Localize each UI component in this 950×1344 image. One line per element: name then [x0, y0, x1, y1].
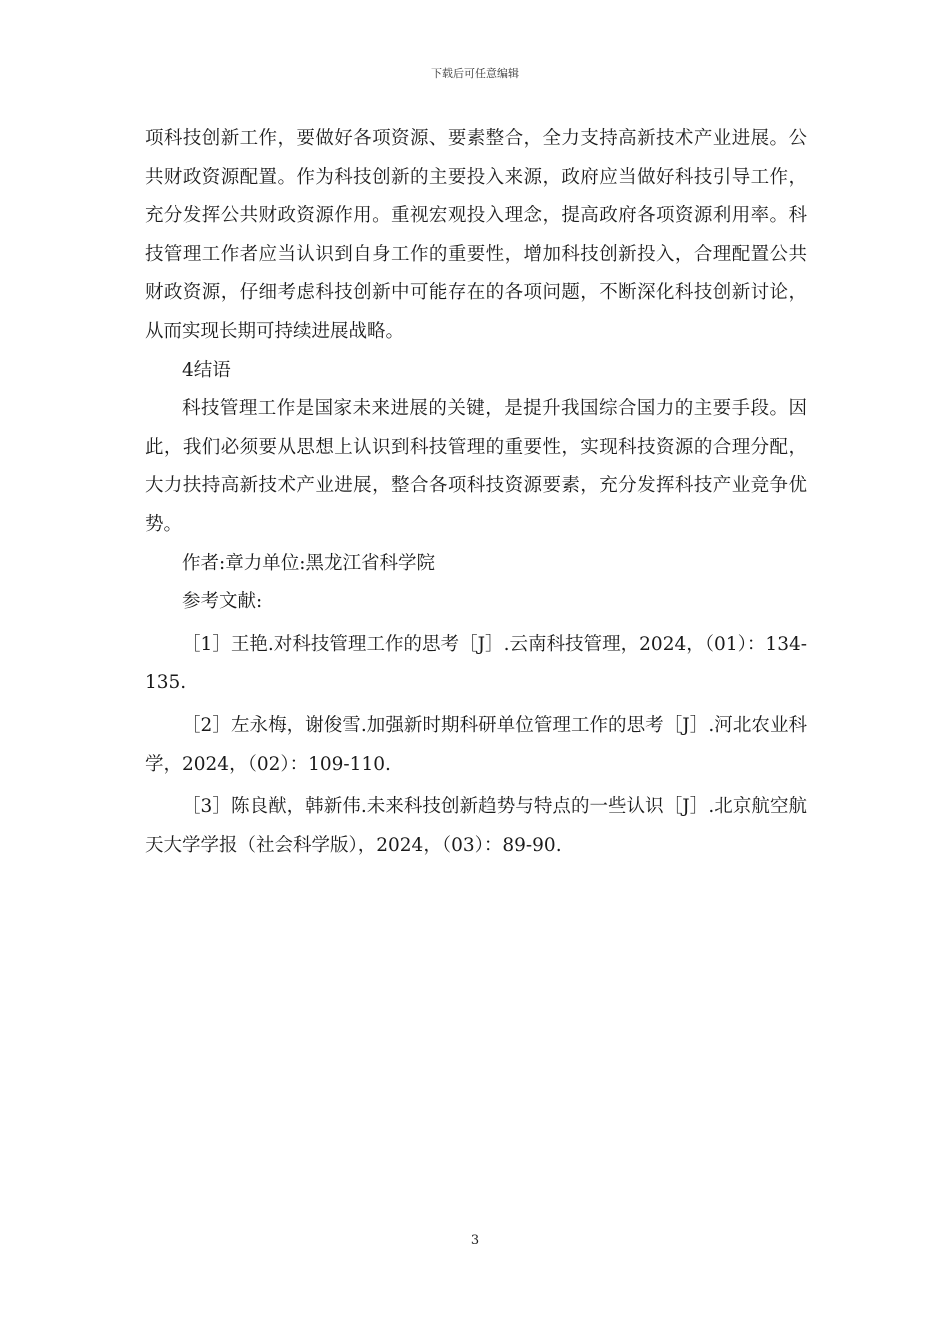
section-heading: 4结语	[182, 359, 231, 381]
page-header: 下载后可任意编辑	[431, 67, 519, 80]
references-heading: 参考文献:	[182, 591, 263, 613]
reference-item: ［2］左永梅，谢俊雪.加强新时期科研单位管理工作的思考［J］.河北农业科学，2024，（02）：109-110.	[145, 714, 807, 775]
reference-item: ［1］王艳.对科技管理工作的思考［J］.云南科技管理，2024，（01）：134-135.	[145, 633, 807, 694]
conclusion-paragraph: 科技管理工作是国家未来进展的关键，是提升我国综合国力的主要手段。因此，我们必须要从思想上认识到科技管理的重要性，实现科技资源的合理分配，大力扶持高新技术产业进展，整合各项科技资源要素，充分发挥科技产业竞争优势。	[145, 398, 807, 535]
author-line: 作者:章力单位:黑龙江省科学院	[182, 552, 435, 574]
reference-item: ［3］陈良猷，韩新伟.未来科技创新趋势与特点的一些认识［J］.北京航空航天大学学报（社会科学版），2024，（03）：89-90.	[145, 796, 807, 856]
document-body	[145, 120, 807, 865]
paragraph-continued: 项科技创新工作，要做好各项资源、要素整合，全力支持高新技术产业进展。公共财政资源配置。作为科技创新的主要投入来源，政府应当做好科技引导工作，充分发挥公共财政资源作用。重视宏观投入理念，提高政府各项资源利用率。科技管理工作者应当认识到自身工作的重要性，增加科技创新投入，合理配置公共财政资源，仔细考虑科技创新中可能存在的各项问题，不断深化科技创新讨论，从而实现长期可持续进展战略。	[145, 128, 807, 342]
page-number: 3	[470, 1233, 480, 1248]
